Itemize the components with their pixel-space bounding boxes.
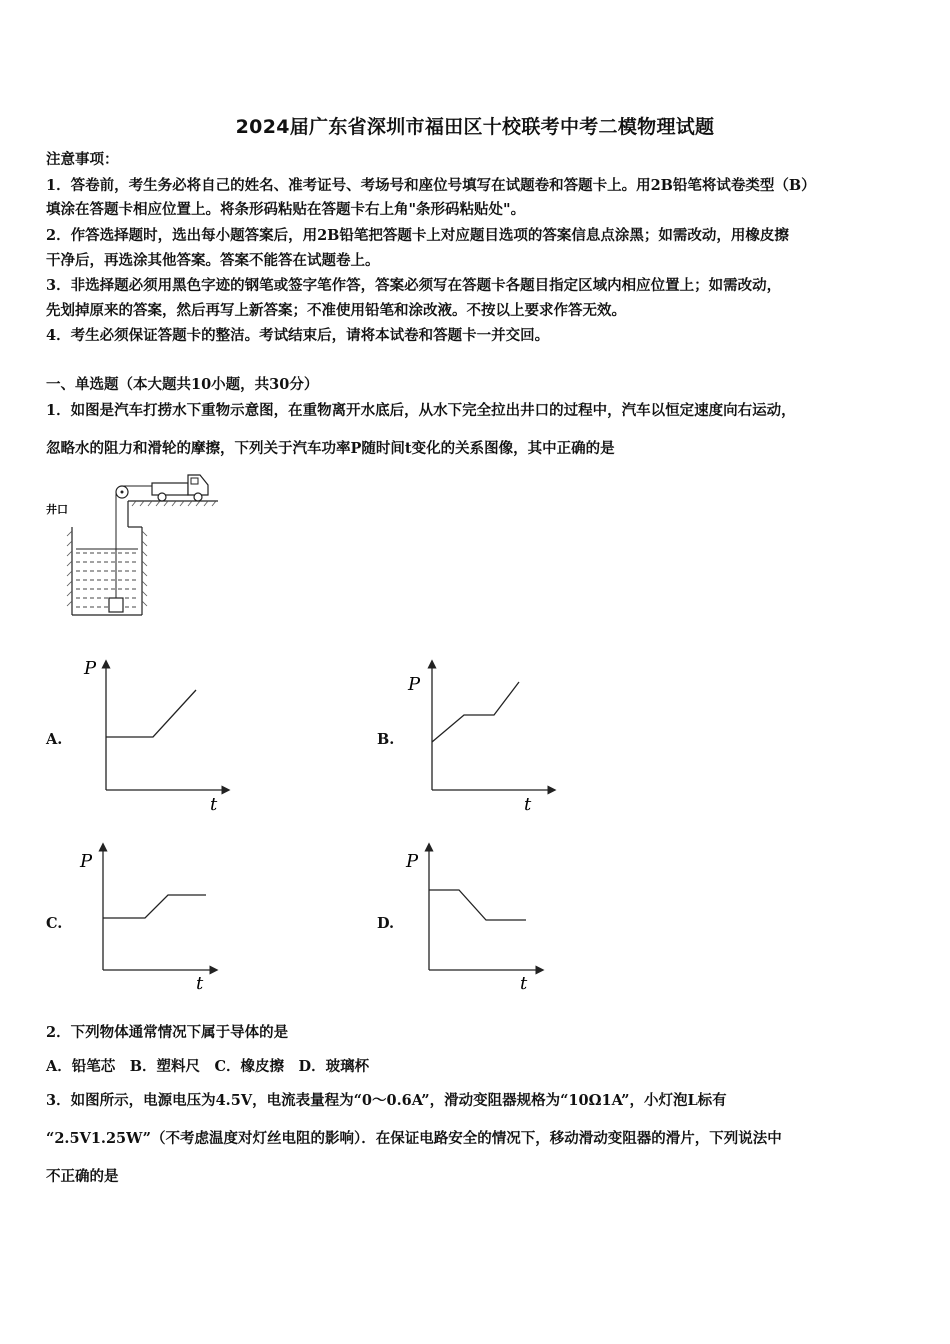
axis-t-label: t (524, 794, 532, 815)
option-label-b: B. (377, 731, 395, 748)
question-3-stem: 不正确的是 (46, 1168, 119, 1185)
axis-p-label: P (408, 674, 421, 695)
question-1-stem: 忽略水的阻力和滑轮的摩擦，下列关于汽车功率P随时间t变化的关系图像，其中正确的是 (46, 440, 615, 457)
notice-line: 填涂在答题卡相应位置上。将条形码粘贴在答题卡右上角"条形码粘贴处"。 (46, 201, 526, 218)
well-truck-figure (40, 465, 240, 625)
option-label-d: D. (377, 915, 395, 932)
power-curve (432, 682, 519, 742)
question-1-stem: 1．如图是汽车打捞水下重物示意图，在重物离开水底后，从水下完全拉出井口的过程中，汽车以恒定速度向右运动， (46, 402, 796, 419)
graph-option-a (78, 650, 238, 815)
notice-line: 干净后，再选涂其他答案。答案不能答在试题卷上。 (46, 252, 380, 269)
axis-t-label: t (196, 973, 204, 994)
notice-heading: 注意事项： (46, 151, 119, 168)
notice-line: 3．非选择题必须用黑色字迹的钢笔或签字笔作答，答案必须写在答题卡各题目指定区域内相应位置上；如需改动， (46, 277, 782, 294)
power-curve (429, 890, 526, 920)
graph-option-b (404, 650, 564, 815)
question-2-stem: 2．下列物体通常情况下属于导体的是 (46, 1024, 289, 1041)
section-heading: 一、单选题（本大题共10小题，共30分） (46, 376, 319, 393)
notice-line: 2．作答选择题时，选出每小题答案后，用2B铅笔把答题卡上对应题目选项的答案信息点涂黑；如需改动，用橡皮擦 (46, 227, 789, 244)
power-curve (103, 895, 206, 918)
axis-t-label: t (520, 973, 528, 994)
option-label-c: C. (46, 915, 63, 932)
notice-line: 4．考生必须保证答题卡的整洁。考试结束后，请将本试卷和答题卡一并交回。 (46, 327, 550, 344)
notice-line: 1．答卷前，考生务必将自己的姓名、准考证号、考场号和座位号填写在试题卷和答题卡上。用2B铅笔将试卷类型（B） (46, 177, 816, 194)
well-label: 井口 (46, 503, 68, 516)
question-3-stem: “2.5V1.25W”（不考虑温度对灯丝电阻的影响）．在保证电路安全的情况下，移动滑动变阻器的滑片，下列说法中 (46, 1130, 782, 1147)
axis-p-label: P (84, 658, 97, 679)
question-2-options: A．铅笔芯 B．塑料尺 C．橡皮擦 D．玻璃杯 (46, 1058, 370, 1075)
graph-option-c (78, 835, 238, 1000)
power-curve (106, 690, 196, 737)
page-title: 2024届广东省深圳市福田区十校联考中考二模物理试题 (235, 116, 715, 138)
axis-p-label: P (80, 851, 93, 872)
option-label-a: A. (46, 731, 63, 748)
notice-line: 先划掉原来的答案，然后再写上新答案；不准使用铅笔和涂改液。不按以上要求作答无效。 (46, 302, 626, 319)
question-3-stem: 3．如图所示，电源电压为4.5V，电流表量程为“0～0.6A”，滑动变阻器规格为“10Ω1A”，小灯泡L标有 (46, 1092, 727, 1109)
axis-t-label: t (210, 794, 218, 815)
graph-option-d (404, 835, 564, 1000)
axis-p-label: P (406, 851, 419, 872)
